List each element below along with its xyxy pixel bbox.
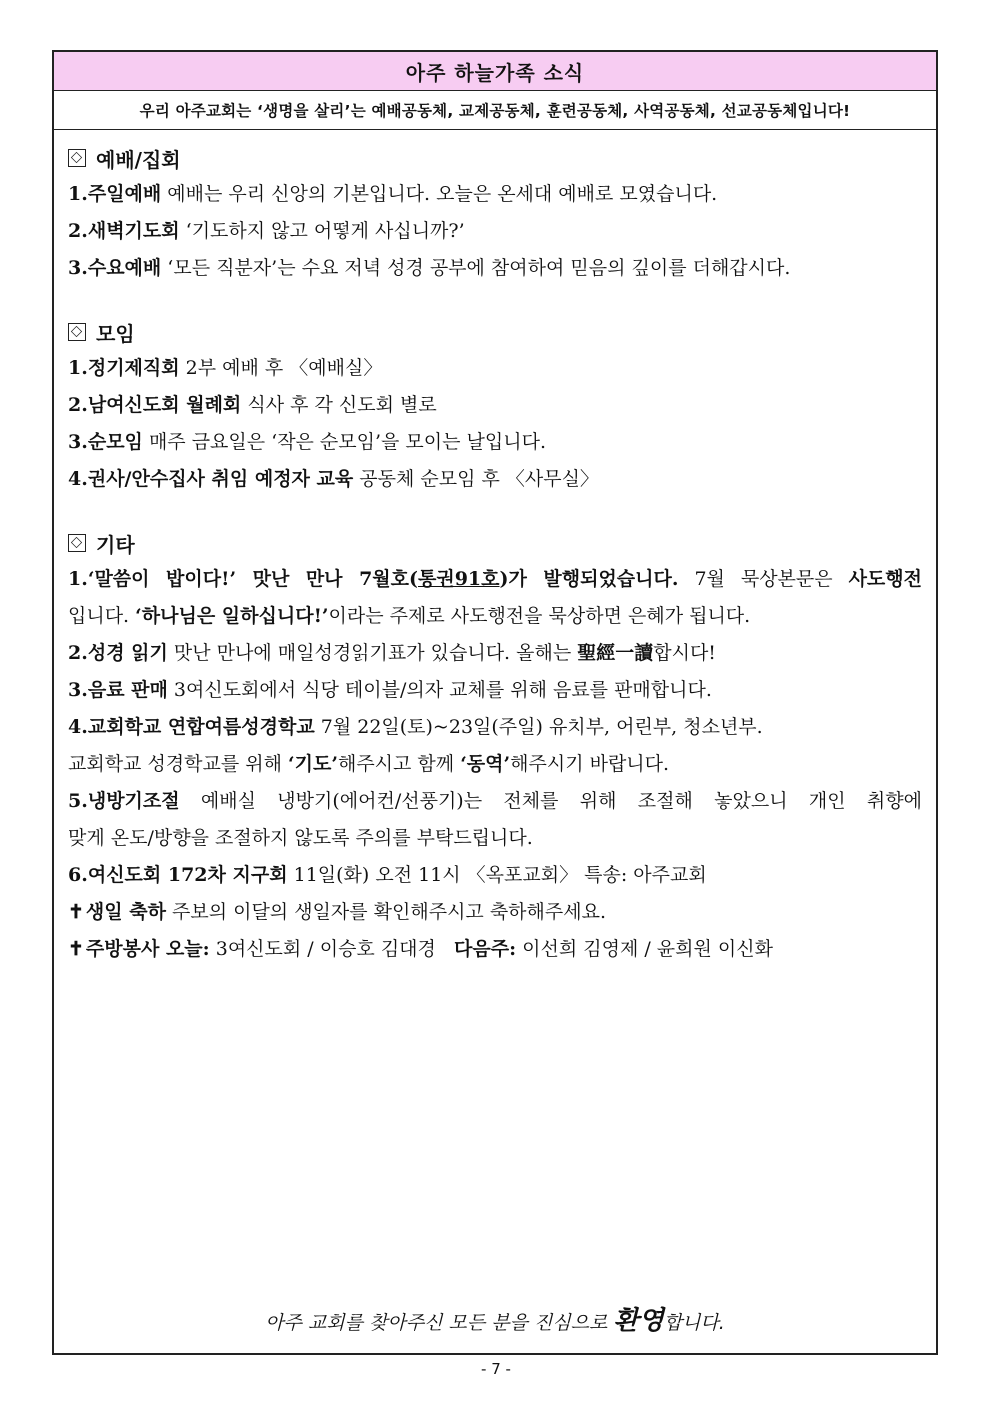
meeting-item: 3.순모임 매주 금요일은 ‘작은 순모임’을 모이는 날입니다.	[68, 431, 546, 453]
welcome-message: 아주 교회를 찾아주신 모든 분을 진심으로 환영합니다.	[265, 1306, 725, 1336]
diamond-box-icon	[68, 149, 86, 167]
cross-icon: ✝	[68, 901, 84, 923]
section-worship	[68, 140, 922, 287]
etc-item-cooling: 5.냉방기조절 예배실 냉방기(에어컨/선풍기)는 전체를 위해 조절해 놓았으니 개인 취향에	[68, 790, 922, 812]
etc-item-kitchen: ✝ 주방봉사 오늘: 3여신도회 / 이승호 김대경 다음주: 이선희 김영제 / 윤희원 이신화	[68, 938, 773, 960]
meeting-item: 1.정기제직회 2부 예배 후 〈예배실〉	[68, 357, 383, 379]
content	[54, 130, 936, 968]
etc-item-district-meeting: 6.여신도회 172차 지구회 11일(화) 오전 11시 〈옥포교회〉 특송: 아주교회	[68, 864, 707, 886]
church-motto: 우리 아주교회는 ‘생명을 살리’는 예배공동체, 교제공동체, 훈련공동체, 사역공동체, 선교공동체입니다!	[54, 91, 936, 130]
section-heading: 예배/집회	[68, 140, 922, 176]
diamond-box-icon	[68, 323, 86, 341]
worship-item: 2.새벽기도회 ‘기도하지 않고 어떻게 사십니까?’	[68, 220, 465, 242]
bulletin-frame	[52, 50, 938, 1355]
worship-item: 1.주일예배 예배는 우리 신앙의 기본입니다. 오늘은 온세대 예배로 모였습니다.	[68, 183, 718, 205]
etc-item-vbs: 4.교회학교 연합여름성경학교 7월 22일(토)~23일(주일) 유치부, 어린부, 청소년부.	[68, 716, 763, 738]
etc-item-manna-cont: 입니다. ‘하나님은 일하십니다!’이라는 주제로 사도행전을 묵상하면 은혜가 됩니다.	[68, 605, 751, 627]
worship-item: 3.수요예배 ‘모든 직분자’는 수요 저녁 성경 공부에 참여하여 믿음의 깊이를 더해갑시다.	[68, 257, 791, 279]
etc-item-bible-reading: 2.성경 읽기 맛난 만나에 매일성경읽기표가 있습니다. 올해는 聖經一讀합시다!	[68, 642, 716, 664]
diamond-box-icon	[68, 534, 86, 552]
etc-item-birthday: ✝ 생일 축하 주보의 이달의 생일자를 확인해주시고 축하해주세요.	[68, 901, 606, 923]
meeting-item: 4.권사/안수집사 취임 예정자 교육 공동체 순모임 후 〈사무실〉	[68, 468, 599, 490]
etc-item-vbs-cont: 교회학교 성경학교를 위해 ‘기도’해주시고 함께 ‘동역’해주시기 바랍니다.	[68, 753, 670, 775]
section-meetings	[68, 314, 922, 498]
section-etc	[68, 525, 922, 968]
meeting-item: 2.남여신도회 월례회 식사 후 각 신도회 별로	[68, 394, 437, 416]
etc-item-cooling-cont: 맞게 온도/방향을 조절하지 않도록 주의를 부탁드립니다.	[68, 827, 533, 849]
section-heading: 기타	[68, 525, 922, 561]
cross-icon: ✝	[68, 938, 84, 960]
section-heading: 모임	[68, 314, 922, 350]
etc-item-manna: 1.‘말씀이 밥이다!’ 맛난 만나 7월호(통권91호)가 발행되었습니다. 7월 묵상본문은 사도행전	[68, 568, 922, 590]
page-number: - 7 -	[481, 1360, 511, 1378]
etc-item-drinks: 3.음료 판매 3여신도회에서 식당 테이블/의자 교체를 위해 음료를 판매합니다.	[68, 679, 712, 701]
page-title: 아주 하늘가족 소식	[54, 52, 936, 91]
